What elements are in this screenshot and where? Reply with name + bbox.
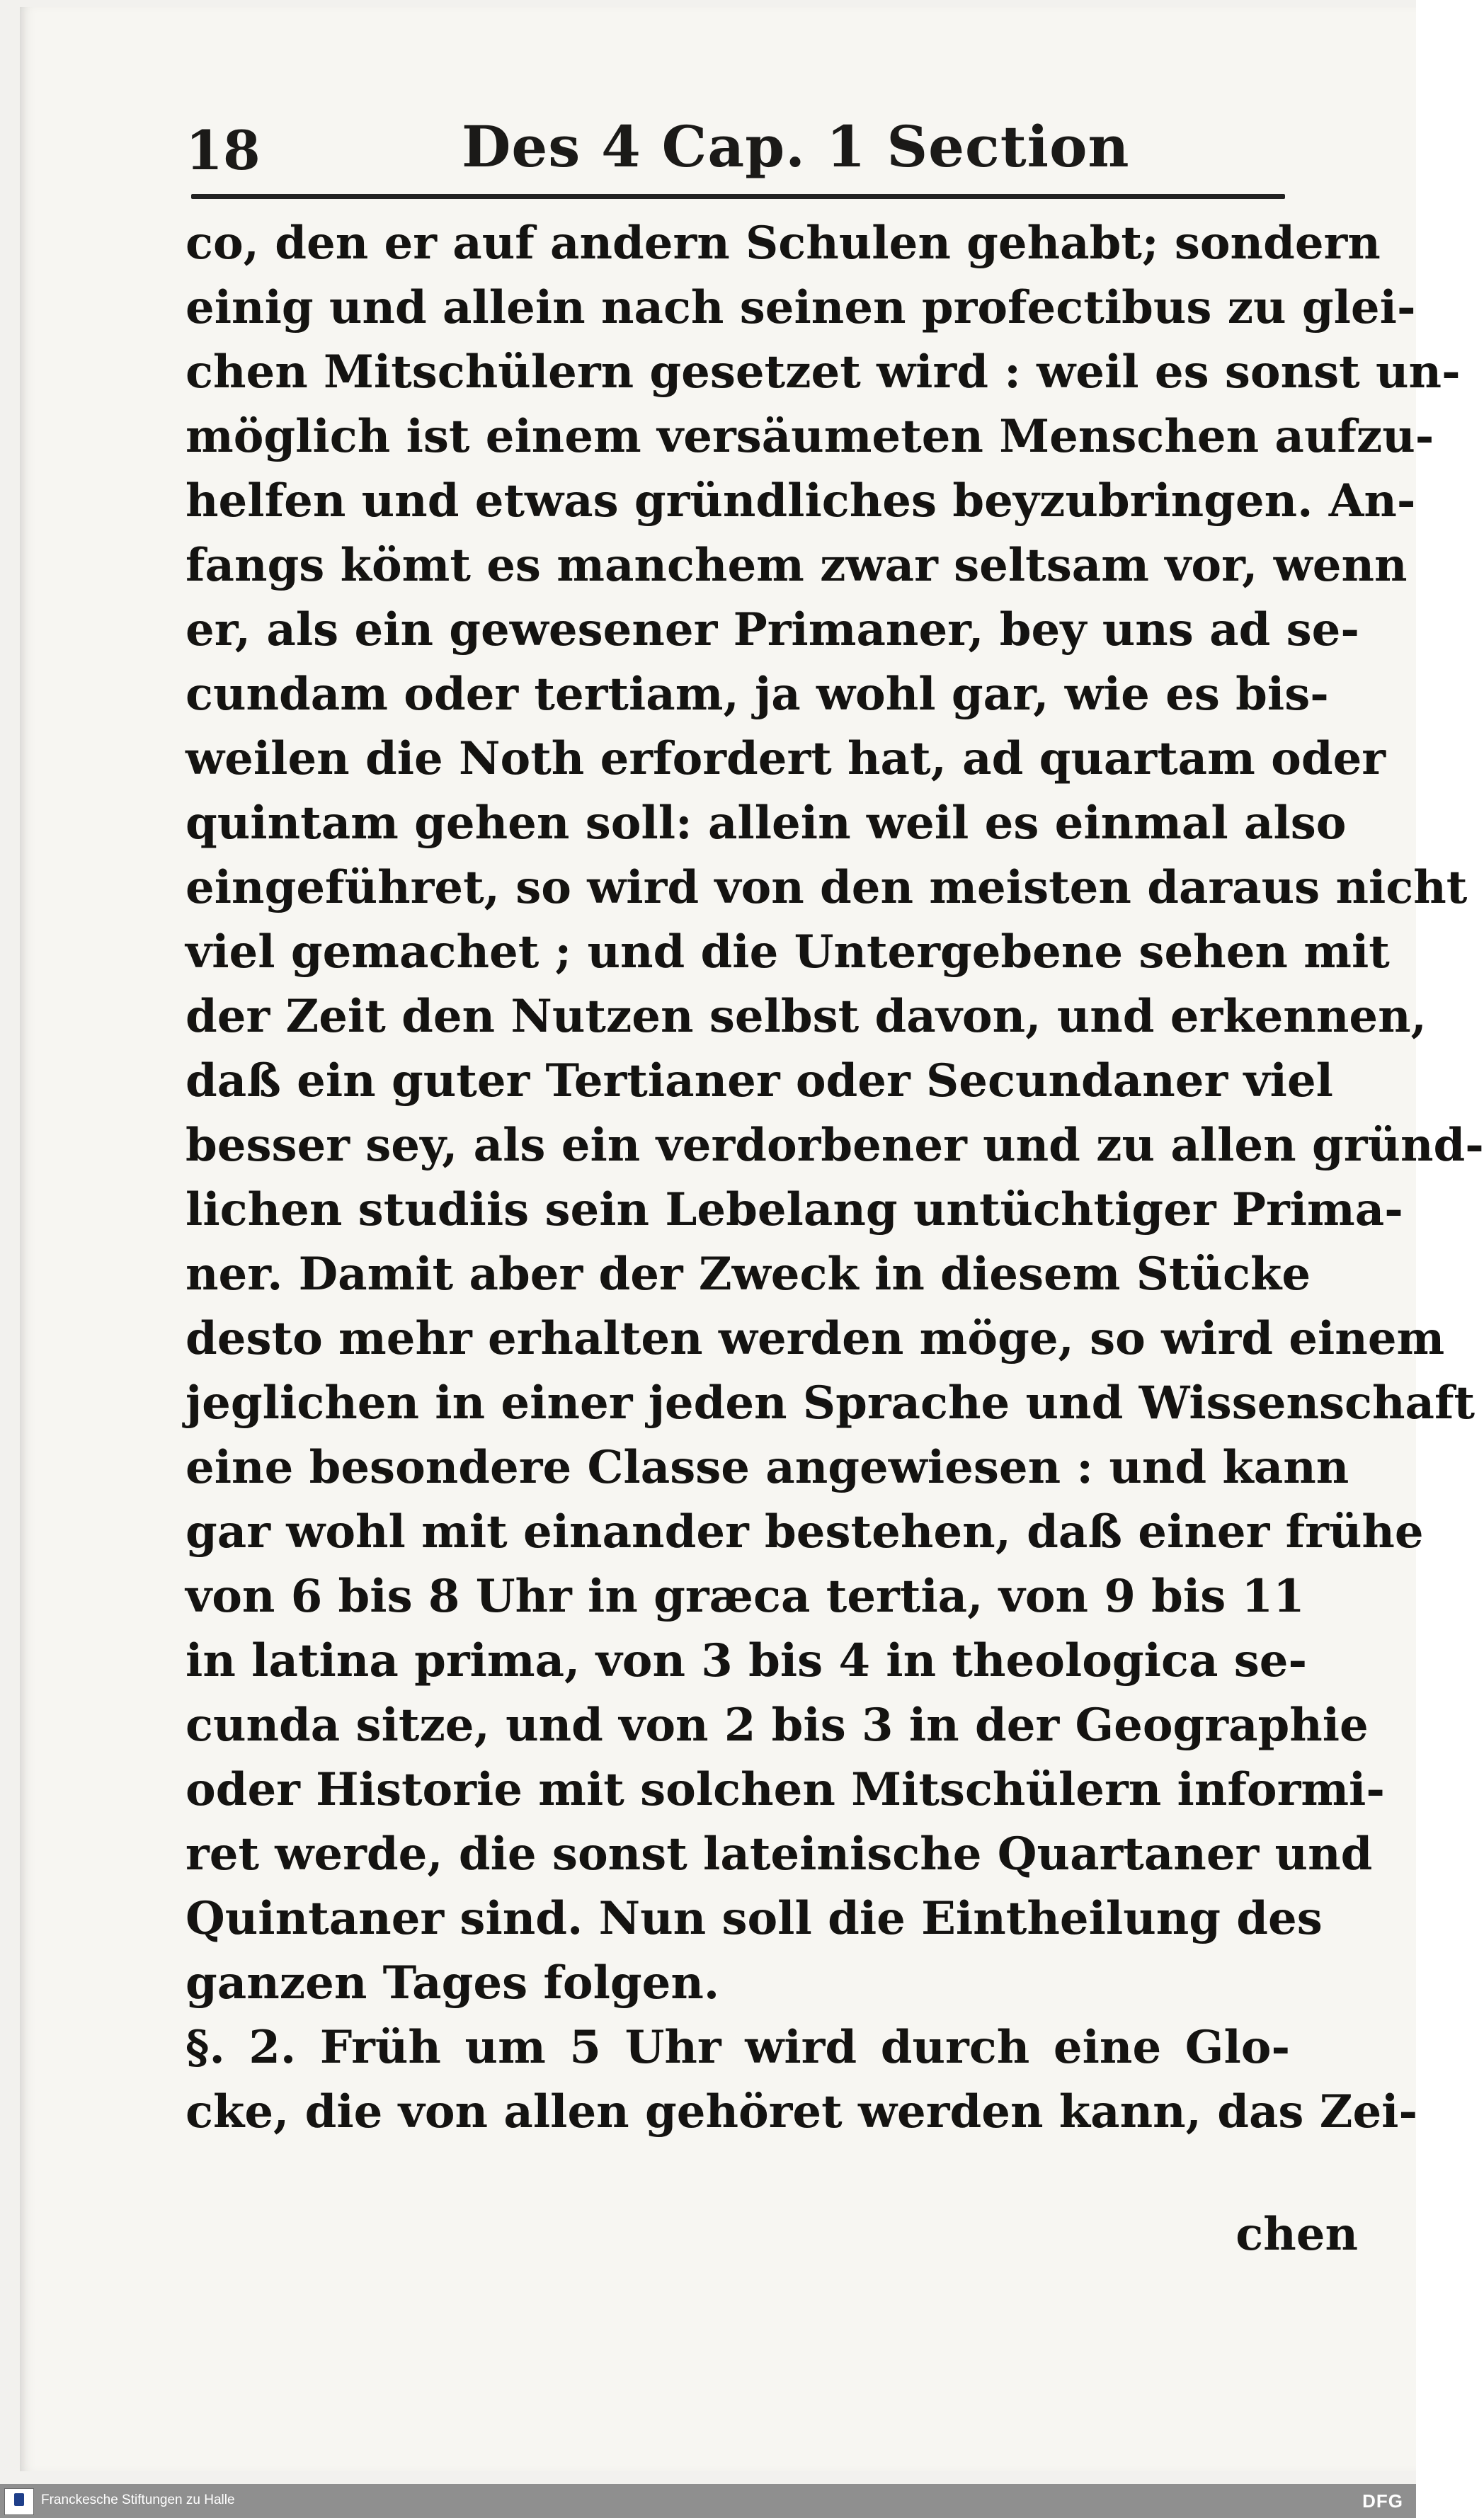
header-rule — [191, 194, 1285, 199]
text-line: besser sey, als ein verdorbener und zu allen gründ- — [186, 1119, 1484, 1172]
text-line: weilen die Noth erfordert hat, ad quartam oder — [186, 732, 1386, 785]
viewer-footer-bar — [0, 2484, 1416, 2518]
text-line: ner. Damit aber der Zweck in diesem Stücke — [186, 1248, 1311, 1301]
text-line: ganzen Tages folgen. — [186, 1956, 720, 2010]
page-number: 18 — [186, 119, 261, 182]
text-line: eingeführet, so wird von den meisten daraus nicht — [186, 861, 1468, 914]
text-line: cunda sitze, und von 2 bis 3 in der Geographie — [186, 1699, 1369, 1752]
text-line: fangs kömt es manchem zwar seltsam vor, wenn — [186, 539, 1408, 592]
text-line: daß ein guter Tertianer oder Secundaner viel — [186, 1054, 1333, 1107]
text-line: desto mehr erhalten werden möge, so wird einem — [186, 1312, 1445, 1365]
text-line: eine besondere Classe angewiesen : und kann — [186, 1441, 1349, 1494]
text-line: cundam oder tertiam, ja wohl gar, wie es bis- — [186, 668, 1329, 721]
text-line: jeglichen in einer jeden Sprache und Wissenschaft — [186, 1377, 1476, 1430]
text-line: ret werde, die sonst lateinische Quartaner und — [186, 1828, 1373, 1881]
text-line: von 6 bis 8 Uhr in græca tertia, von 9 bis 11 — [186, 1570, 1305, 1623]
text-line: cke, die von allen gehöret werden kann, das Zei- — [186, 2085, 1418, 2138]
text-line: gar wohl mit einander bestehen, daß einer frühe — [186, 1505, 1424, 1559]
text-line: chen Mitschülern gesetzet wird : weil es sonst un- — [186, 346, 1461, 399]
source-institution-link[interactable]: Franckesche Stiftungen zu Halle — [41, 2493, 235, 2507]
text-line: helfen und etwas gründliches beyzubringen. An- — [186, 474, 1416, 528]
running-head — [186, 106, 1290, 184]
running-title: Des 4 Cap. 1 Section — [462, 113, 1130, 180]
text-line: einig und allein nach seinen profectibus zu glei- — [186, 281, 1416, 334]
institution-logo-icon[interactable] — [4, 2488, 34, 2515]
page-body — [186, 211, 1484, 2144]
logo-mark — [14, 2493, 24, 2506]
dfg-logo[interactable]: DFG — [1362, 2490, 1403, 2512]
section-line: §. 2. Früh um 5 Uhr wird durch eine Glo- — [186, 2021, 1290, 2074]
text-line: Quintaner sind. Nun soll die Eintheilung des — [186, 1892, 1323, 1945]
catchword: chen — [1235, 2208, 1358, 2261]
text-line: viel gemachet ; und die Untergebene sehen mit — [186, 925, 1390, 979]
text-line: der Zeit den Nutzen selbst davon, und erkennen, — [186, 990, 1427, 1043]
text-line: er, als ein gewesener Primaner, bey uns ad se- — [186, 603, 1359, 656]
text-line: oder Historie mit solchen Mitschülern informi- — [186, 1763, 1385, 1816]
text-line: lichen studiis sein Lebelang untüchtiger Prima- — [186, 1183, 1403, 1236]
text-line: möglich ist einem versäumeten Menschen aufzu- — [186, 410, 1434, 463]
text-line: co, den er auf andern Schulen gehabt; sondern — [186, 217, 1381, 270]
text-line: in latina prima, von 3 bis 4 in theologica se- — [186, 1634, 1307, 1687]
text-line: quintam gehen soll: allein weil es einmal also — [186, 797, 1347, 850]
